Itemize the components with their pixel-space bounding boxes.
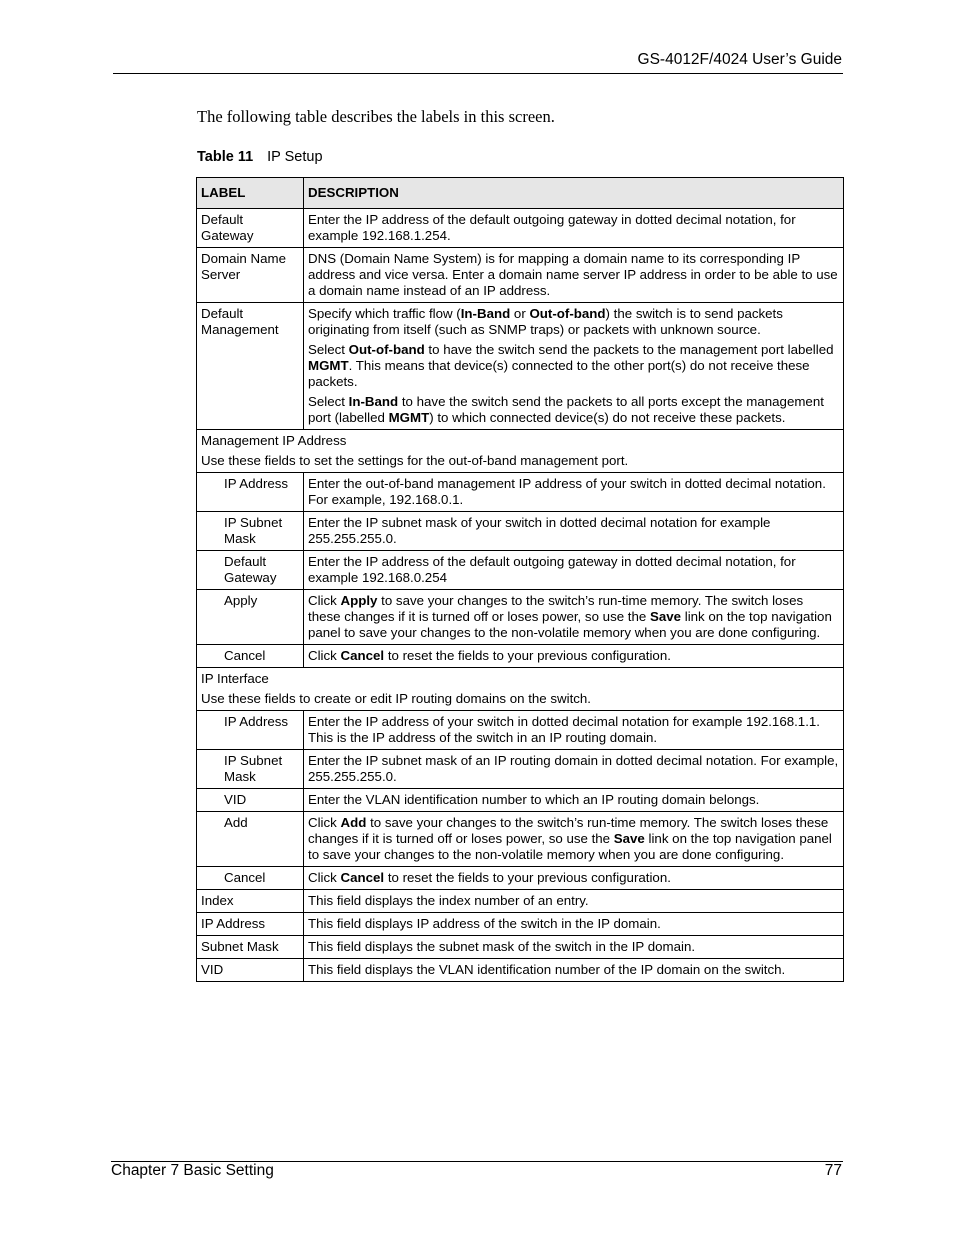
row-label: IP Address <box>197 473 304 512</box>
table-row <box>197 890 844 913</box>
table-row <box>197 551 844 590</box>
header-rule <box>113 73 843 74</box>
row-label: Subnet Mask <box>197 936 304 959</box>
column-header-label: LABEL <box>197 178 304 209</box>
row-description: This field displays IP address of the switch in the IP domain. <box>304 913 844 936</box>
row-label: Default Management <box>197 303 304 430</box>
table-caption-title: IP Setup <box>267 149 323 165</box>
table-caption-number: Table 11 <box>197 149 254 165</box>
row-description: Enter the IP subnet mask of an IP routing domain in dotted decimal notation. For example, 255.255.255.0. <box>304 750 844 789</box>
section-description: Use these fields to create or edit IP routing domains on the switch. <box>201 691 592 706</box>
footer-chapter: Chapter 7 Basic Setting <box>111 1162 274 1179</box>
table-row <box>197 913 844 936</box>
intro-paragraph: The following table describes the labels in this screen. <box>197 107 555 126</box>
table-row <box>197 590 844 645</box>
row-description: Click Add to save your changes to the switch’s run-time memory. The switch loses these changes if it is turned off or loses power, so use the Save link on the top navigation panel to save your changes to the non-volatile memory when you are done configuring. <box>304 812 844 867</box>
row-label: Apply <box>197 590 304 645</box>
row-description: Enter the IP address of your switch in dotted decimal notation for example 192.168.1.1. This is the IP address of the switch in an IP routing domain. <box>304 711 844 750</box>
row-label: IP Subnet Mask <box>197 750 304 789</box>
row-label: Default Gateway <box>197 551 304 590</box>
row-label: VID <box>197 959 304 982</box>
row-label: Add <box>197 812 304 867</box>
row-label: VID <box>197 789 304 812</box>
footer-page-number: 77 <box>824 1162 842 1179</box>
row-description: Enter the IP address of the default outgoing gateway in dotted decimal notation, for example 192.168.0.254 <box>304 551 844 590</box>
table-row <box>197 512 844 551</box>
table-header-row <box>197 178 844 209</box>
section-cell <box>197 430 844 473</box>
section-cell <box>197 668 844 711</box>
row-label: Cancel <box>197 645 304 668</box>
table-row <box>197 209 844 248</box>
row-label: IP Address <box>197 913 304 936</box>
section-title: Management IP Address <box>201 433 347 448</box>
row-label: Cancel <box>197 867 304 890</box>
row-label: Index <box>197 890 304 913</box>
section-row-management-ip <box>197 430 844 473</box>
running-header-title: GS-4012F/4024 User’s Guide <box>637 51 842 68</box>
table-row <box>197 645 844 668</box>
table-row <box>197 789 844 812</box>
row-description: This field displays the subnet mask of the switch in the IP domain. <box>304 936 844 959</box>
row-label: Default Gateway <box>197 209 304 248</box>
table-row <box>197 473 844 512</box>
row-description: Click Cancel to reset the fields to your previous configuration. <box>304 867 844 890</box>
row-description: Click Apply to save your changes to the switch’s run-time memory. The switch loses these changes if it is turned off or loses power, so use the Save link on the top navigation panel to save your changes to the non-volatile memory when you are done configuring. <box>304 590 844 645</box>
column-header-description: DESCRIPTION <box>304 178 844 209</box>
table-row <box>197 248 844 303</box>
row-description: Enter the IP address of the default outgoing gateway in dotted decimal notation, for example 192.168.1.254. <box>304 209 844 248</box>
table-row <box>197 867 844 890</box>
row-label: IP Subnet Mask <box>197 512 304 551</box>
table-caption <box>197 149 323 165</box>
table-row <box>197 936 844 959</box>
row-description: Specify which traffic flow (In-Band or Out-of-band) the switch is to send packets originating from itself (such as SNMP traps) or packets with unknown source. Select Out-of-band to have the switch send the packets to the management port labelled MGMT. This means that device(s) connected to the other port(s) do not receive these packets. Select In-Band to have the switch send the packets to all ports except the management port (labelled MGMT) to which connected device(s) do not receive these packets. <box>304 303 844 430</box>
row-description: This field displays the VLAN identification number of the IP domain on the switch. <box>304 959 844 982</box>
row-description: Enter the IP subnet mask of your switch in dotted decimal notation for example 255.255.255.0. <box>304 512 844 551</box>
section-description: Use these fields to set the settings for the out-of-band management port. <box>201 453 629 468</box>
row-description: Enter the VLAN identification number to which an IP routing domain belongs. <box>304 789 844 812</box>
row-description: Click Cancel to reset the fields to your previous configuration. <box>304 645 844 668</box>
row-description: Enter the out-of-band management IP address of your switch in dotted decimal notation. For example, 192.168.0.1. <box>304 473 844 512</box>
table-row <box>197 303 844 430</box>
table-row <box>197 959 844 982</box>
section-title: IP Interface <box>201 671 269 686</box>
ip-setup-table <box>196 177 844 982</box>
row-description: This field displays the index number of an entry. <box>304 890 844 913</box>
table-row <box>197 711 844 750</box>
table-row <box>197 812 844 867</box>
section-row-ip-interface <box>197 668 844 711</box>
row-label: Domain Name Server <box>197 248 304 303</box>
row-label: IP Address <box>197 711 304 750</box>
row-description: DNS (Domain Name System) is for mapping a domain name to its corresponding IP address and vice versa. Enter a domain name server IP address in order to be able to use a domain name instead of an IP address. <box>304 248 844 303</box>
table-row <box>197 750 844 789</box>
